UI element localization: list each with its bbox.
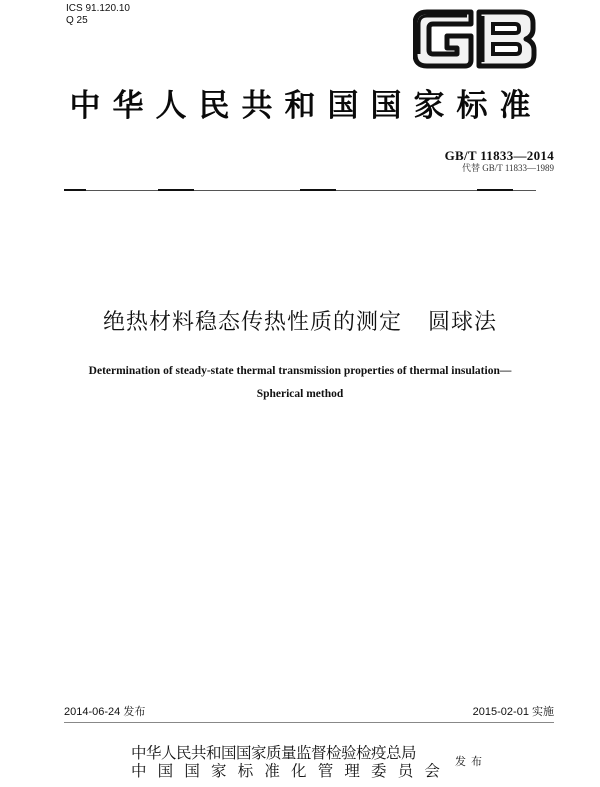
footer-divider: [64, 722, 554, 723]
issued-label: 发布: [455, 755, 487, 768]
chinese-title-sub: 圆球法: [428, 310, 498, 335]
issuer-sac-char: 管: [317, 762, 334, 780]
standard-number-block: [445, 148, 554, 174]
chinese-title-main: 绝热材料稳态传热性质的测定: [102, 310, 402, 335]
issuer-sac-char: 中: [131, 762, 147, 780]
issuer-sac-char: 准: [264, 762, 280, 780]
issuer-sac-char: 委: [371, 762, 387, 780]
issue-date: 2014-06-24 发布: [64, 706, 146, 718]
gb-logo-icon: [413, 8, 537, 70]
header-divider: [64, 190, 536, 191]
issuer-sac-char: 理: [344, 762, 360, 780]
english-title-line1: Determination of steady-state thermal transmission properties of thermal insulation—: [88, 365, 512, 377]
issuer-sac-char: 国: [157, 762, 174, 780]
ccs-code: Q 25: [66, 15, 88, 26]
issuer-sac-char: 化: [291, 762, 307, 780]
issuer-sac-char: 国: [184, 762, 200, 780]
english-title: [0, 360, 600, 406]
issuer-sac-char: 家: [211, 762, 227, 780]
issuer-sac-char: 标: [237, 762, 254, 780]
gb-logo: [413, 8, 537, 70]
english-title-line2: Spherical method: [256, 388, 344, 400]
issuer-sac-char: 会: [424, 762, 440, 780]
issuer-sac: [131, 762, 440, 780]
replaces-standard: 代替 GB/T 11833—1989: [461, 163, 554, 173]
standard-number: GB/T 11833—2014: [444, 148, 554, 163]
chinese-title: [0, 308, 600, 338]
issuing-authorities: [131, 744, 440, 780]
implementation-date: 2015-02-01 实施: [472, 706, 554, 718]
issuer-sac-char: 员: [397, 762, 414, 780]
issuer-aqsiq: 中华人民共和国国家质量监督检验检疫总局: [131, 744, 417, 762]
national-standard-title: 中华人民共和国国家标准: [69, 88, 543, 124]
ics-code: ICS 91.120.10: [66, 3, 130, 14]
classification-codes: [66, 3, 130, 27]
